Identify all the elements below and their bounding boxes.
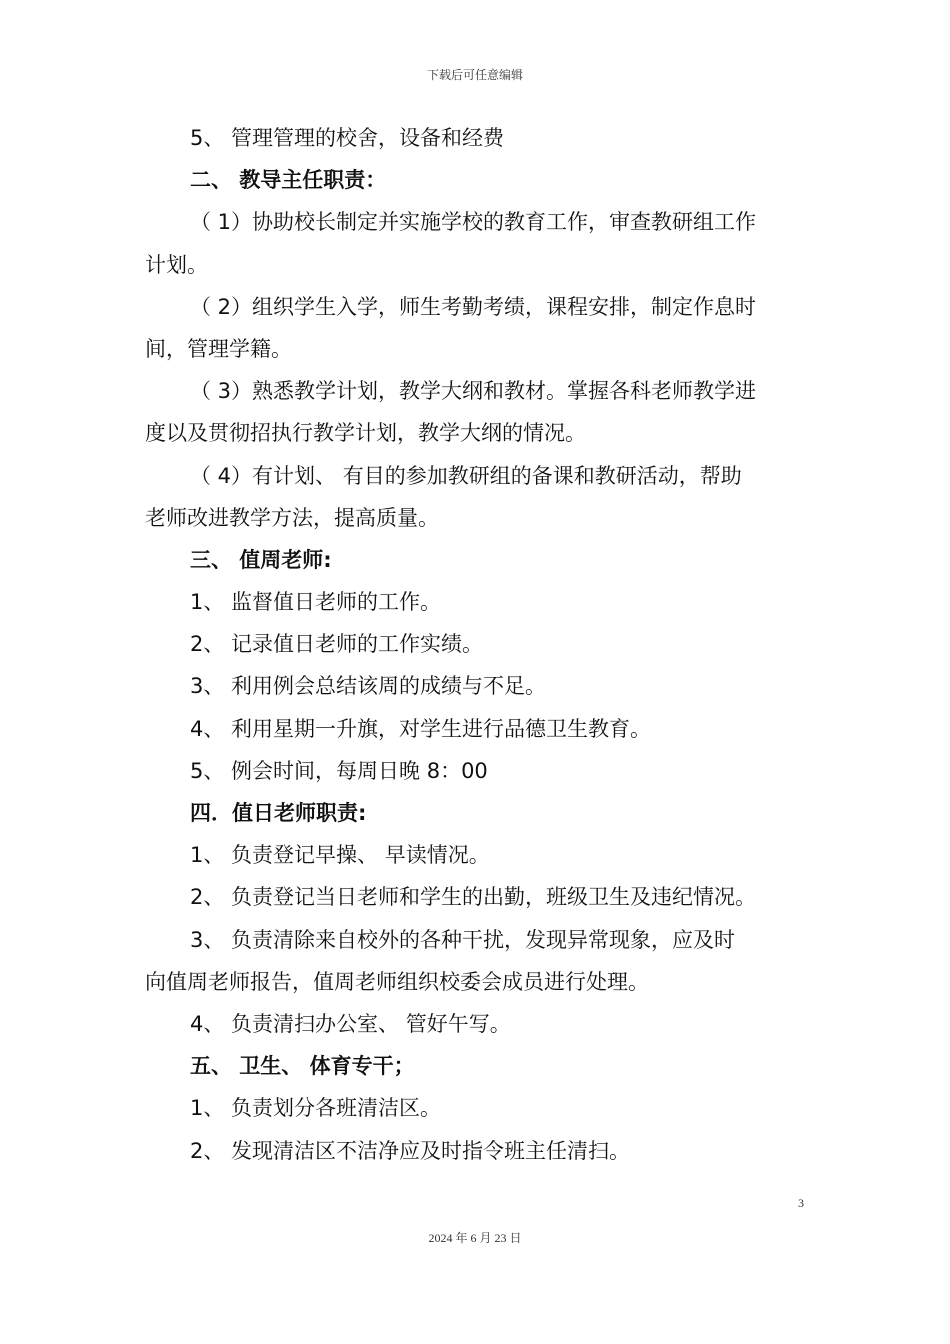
footer-date: 2024 年 6 月 23 日: [428, 1231, 522, 1245]
paragraph-line: 2、 发现清洁区不洁净应及时指令班主任清扫。: [190, 1138, 631, 1163]
paragraph-line: 2、 记录值日老师的工作实绩。: [190, 632, 484, 657]
section-heading: 四．值日老师职责:: [190, 801, 367, 825]
paragraph-line: 向值周老师报告，值周老师组织校委会成员进行处理。: [145, 969, 649, 994]
paragraph-line: 老师改进教学方法，提高质量。: [145, 505, 439, 530]
paragraph-line: 间，管理学籍。: [145, 336, 292, 361]
paragraph-line: 3、 负责清除来自校外的各种干扰，发现异常现象，应及时: [190, 927, 736, 952]
paragraph-line: （ 4）有计划、 有目的参加教研组的备课和教研活动，帮助: [190, 463, 742, 488]
page-header: 下载后可任意编辑: [426, 68, 523, 82]
paragraph-line: 3、 利用例会总结该周的成绩与不足。: [190, 674, 547, 699]
paragraph-line: （ 2）组织学生入学，师生考勤考绩，课程安排，制定作息时: [190, 294, 757, 319]
paragraph-line: （ 1）协助校长制定并实施学校的教育工作，审查教研组工作: [190, 210, 757, 235]
paragraph-line: 4、 负责清扫办公室、 管好午写。: [190, 1011, 511, 1036]
paragraph-line: 1、 负责登记早操、 早读情况。: [190, 843, 490, 868]
section-heading: 三、 值周老师:: [190, 547, 332, 572]
document-body: [145, 117, 805, 1172]
paragraph-line: 4、 利用星期一升旗，对学生进行品德卫生教育。: [190, 716, 652, 741]
section-heading: 二、 教导主任职责：: [190, 168, 387, 193]
paragraph-line: 计划。: [145, 252, 208, 277]
paragraph-line: 2、 负责登记当日老师和学生的出勤，班级卫生及违纪情况。: [190, 885, 757, 910]
page-number: 3: [798, 1196, 804, 1210]
paragraph-line: 5、 例会时间，每周日晚 8：00: [190, 758, 488, 783]
section-heading: 五、 卫生、 体育专干；: [190, 1054, 415, 1079]
paragraph-line: 1、 监督值日老师的工作。: [190, 590, 442, 615]
paragraph-line: 1、 负责划分各班清洁区。: [190, 1096, 442, 1121]
paragraph-line: （ 3）熟悉教学计划，教学大纲和教材。掌握各科老师教学进: [190, 379, 757, 404]
paragraph-line: 度以及贯彻招执行教学计划，教学大纲的情况。: [145, 421, 586, 446]
paragraph-line: 5、 管理管理的校舍，设备和经费: [190, 126, 505, 150]
